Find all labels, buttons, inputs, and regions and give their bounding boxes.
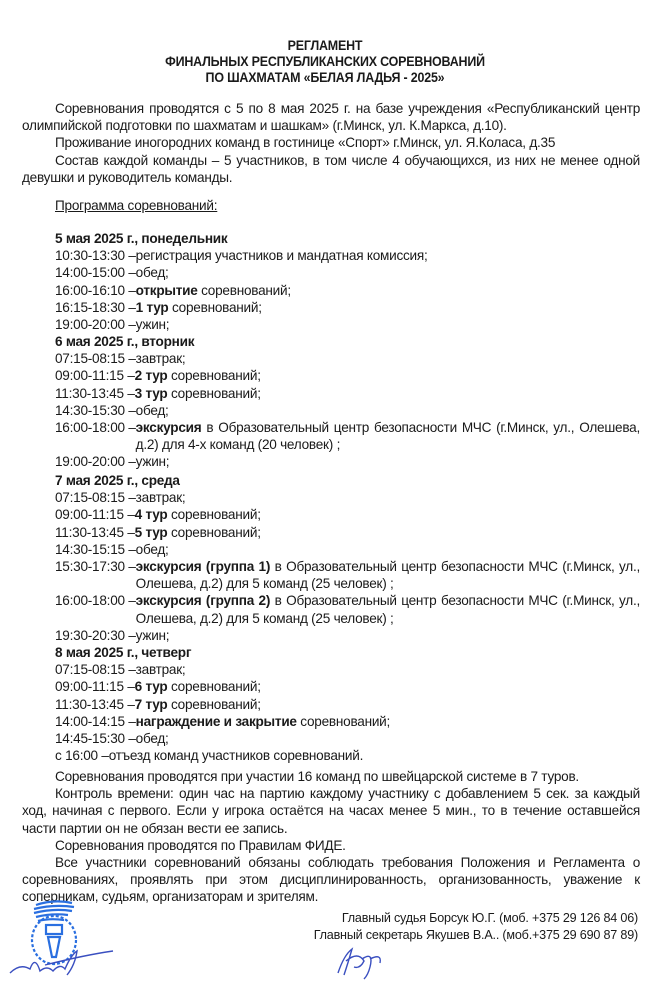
schedule-description bbox=[109, 747, 640, 764]
schedule-description bbox=[136, 489, 640, 506]
schedule-highlight: 5 тур bbox=[134, 524, 168, 540]
schedule-text: ужин; bbox=[135, 454, 170, 470]
schedule-item bbox=[55, 592, 640, 626]
schedule-description bbox=[136, 402, 640, 419]
schedule-item bbox=[55, 316, 640, 333]
schedule-description bbox=[135, 524, 640, 541]
schedule-time: 07:15-08:15 – bbox=[55, 662, 136, 678]
schedule-item bbox=[55, 696, 640, 713]
schedule-description bbox=[136, 247, 640, 264]
rules-paragraph-3: Соревнования проводятся по Правилам ФИДЕ. bbox=[55, 837, 346, 853]
schedule-time: 07:15-08:15 – bbox=[55, 490, 136, 506]
schedule-text: завтрак; bbox=[135, 662, 186, 678]
schedule-text: соревнований; bbox=[197, 282, 291, 298]
schedule-time: 14:00-14:15 – bbox=[55, 713, 136, 729]
schedule-item bbox=[55, 730, 640, 747]
schedule-text: соревнований; bbox=[167, 385, 261, 401]
schedule-text: обед; bbox=[135, 265, 169, 281]
schedule-time: 14:45-15:30 – bbox=[55, 731, 136, 747]
schedule-text: соревнований; bbox=[296, 713, 391, 729]
schedule-description bbox=[136, 282, 640, 299]
schedule-time: 14:30-15:15 – bbox=[55, 541, 136, 557]
signature-1-icon bbox=[5, 945, 115, 985]
schedule-text: регистрация участников и мандатная комиссия; bbox=[135, 248, 428, 264]
schedule-description bbox=[136, 419, 640, 453]
schedule-item bbox=[55, 678, 640, 695]
schedule-time: с 16:00 – bbox=[55, 748, 109, 764]
day-schedule-2 bbox=[55, 333, 640, 471]
schedule-highlight: экскурсия bbox=[135, 420, 202, 436]
schedule-description bbox=[136, 299, 640, 316]
schedule-time: 09:00-11:15 – bbox=[55, 368, 135, 384]
schedule-highlight: 1 тур bbox=[135, 299, 169, 315]
schedule-time: 11:30-13:45 – bbox=[55, 524, 135, 540]
title-line-2: ФИНАЛЬНЫХ РЕСПУБЛИКАНСКИХ СОРЕВНОВАНИЙ bbox=[165, 54, 485, 69]
schedule-text: завтрак; bbox=[135, 351, 186, 367]
schedule-item bbox=[55, 489, 640, 506]
schedule-text: завтрак; bbox=[135, 490, 186, 506]
chief-judge: Главный судья Борсук Ю.Г. (моб. +375 29 126 84 06) bbox=[341, 911, 638, 925]
schedule-item bbox=[55, 713, 640, 730]
schedule-time: 14:30-15:30 – bbox=[55, 402, 136, 418]
schedule-description bbox=[136, 316, 640, 333]
program-heading: Программа соревнований: bbox=[55, 198, 218, 213]
schedule-time: 16:15-18:30 – bbox=[55, 299, 136, 315]
schedule-text: в Образовательный центр безопасности МЧС (г.Минск, ул., Олешева, д.2) для 5 команд (25 человек) ; bbox=[135, 559, 640, 592]
schedule-text: соревнований; bbox=[167, 507, 261, 523]
schedule-time: 14:00-15:00 – bbox=[55, 265, 136, 281]
schedule-item bbox=[55, 506, 640, 523]
schedule-text: соревнований; bbox=[168, 299, 262, 315]
day-date: 6 мая 2025 г., вторник bbox=[55, 334, 195, 349]
schedule-highlight: 6 тур bbox=[134, 679, 168, 695]
rules-paragraph-4: Все участники соревнований обязаны соблюдать требования Положения и Регламента о соревнованиях, проявлять при этом дисциплинированность, организованность, уважение к соперникам, судьям, организаторам и зрителям. bbox=[22, 855, 640, 905]
schedule-item bbox=[55, 402, 640, 419]
signature-2-icon bbox=[330, 945, 390, 985]
schedule-description bbox=[135, 506, 640, 523]
schedule-description bbox=[136, 713, 640, 730]
schedule-highlight: 2 тур bbox=[134, 368, 168, 384]
schedule-time: 09:00-11:15 – bbox=[55, 507, 135, 523]
schedule-description bbox=[136, 730, 640, 747]
schedule-item bbox=[55, 299, 640, 316]
schedule-time: 16:00-18:00 – bbox=[55, 593, 136, 609]
schedule-item bbox=[55, 385, 640, 402]
schedule-time: 19:00-20:00 – bbox=[55, 317, 136, 333]
schedule-highlight: экскурсия (группа 2) bbox=[135, 593, 271, 609]
day-schedule-3 bbox=[55, 472, 640, 644]
schedule-description bbox=[135, 385, 640, 402]
day-date: 8 мая 2025 г., четверг bbox=[55, 645, 192, 660]
schedule-time: 09:00-11:15 – bbox=[55, 679, 135, 695]
schedule-description bbox=[135, 696, 640, 713]
schedule-description bbox=[135, 367, 640, 384]
schedule-item bbox=[55, 247, 640, 264]
schedule-item bbox=[55, 558, 640, 592]
schedule-item bbox=[55, 282, 640, 299]
schedule-text: ужин; bbox=[135, 317, 170, 333]
schedule-description bbox=[136, 453, 640, 470]
schedule-highlight: 3 тур bbox=[134, 385, 168, 401]
schedule-item bbox=[55, 264, 640, 281]
schedule-highlight: экскурсия (группа 1) bbox=[135, 559, 271, 575]
schedule-time: 07:15-08:15 – bbox=[55, 351, 136, 367]
document-title bbox=[23, 38, 628, 86]
schedule-highlight: награждение и закрытие bbox=[135, 713, 297, 729]
schedule-time: 11:30-13:45 – bbox=[55, 385, 135, 401]
schedule-text: обед; bbox=[135, 541, 169, 557]
schedule-text: соревнований; bbox=[167, 368, 261, 384]
schedule-item bbox=[55, 524, 640, 541]
chief-secretary: Главный секретарь Якушев В.А.. (моб.+375 29 690 87 89) bbox=[313, 928, 638, 942]
schedule-time: 16:00-16:10 – bbox=[55, 282, 136, 298]
schedule-item bbox=[55, 661, 640, 678]
schedule-description bbox=[136, 592, 640, 626]
title-line-1: РЕГЛАМЕНТ bbox=[287, 38, 363, 53]
schedule-time: 15:30-17:30 – bbox=[55, 559, 136, 575]
rules-paragraph-2: Контроль времени: один час на партию каждому участнику с добавлением 5 сек. за каждый ход, начиная с первого. Если у игрока остаётся на часах менее 5 мин., то в течение оставшейся части партии он не обязан вести ее запись. bbox=[22, 786, 640, 836]
schedule-item bbox=[55, 350, 640, 367]
schedule-text: ужин; bbox=[135, 627, 170, 643]
rules-paragraph-1: Соревнования проводятся при участии 16 команд по швейцарской системе в 7 туров. bbox=[55, 769, 579, 784]
schedule-item bbox=[55, 453, 640, 470]
rules-section bbox=[22, 768, 640, 906]
schedule-time: 19:00-20:00 – bbox=[55, 454, 136, 470]
day-schedule-4 bbox=[55, 644, 640, 764]
schedule-description bbox=[136, 558, 640, 592]
schedule-text: соревнований; bbox=[167, 679, 261, 695]
schedule-description bbox=[135, 678, 640, 695]
day-schedule-1 bbox=[55, 230, 640, 333]
intro-paragraph-1: Соревнования проводятся с 5 по 8 мая 2025 г. на базе учреждения «Республиканский центр олимпийской подготовки по шахматам и шашкам» (г.Минск, ул. К.Маркса, д.10). bbox=[22, 101, 640, 134]
schedule-description bbox=[136, 264, 640, 281]
schedule-highlight: открытие bbox=[135, 282, 198, 298]
schedule-item bbox=[55, 747, 640, 764]
schedule-description bbox=[136, 350, 640, 367]
schedule-time: 16:00-18:00 – bbox=[55, 420, 136, 436]
signatures-block bbox=[314, 910, 638, 944]
intro-paragraph-2: Проживание иногородних команд в гостинице «Спорт» г.Минск, ул. Я.Коласа, д.35 bbox=[55, 135, 556, 151]
schedule-text: отъезд команд участников соревнований. bbox=[108, 748, 364, 764]
schedule-description bbox=[136, 541, 640, 558]
schedule-item bbox=[55, 627, 640, 644]
schedule-time: 11:30-13:45 – bbox=[55, 696, 135, 712]
schedule-highlight: 4 тур bbox=[134, 507, 168, 523]
intro-section bbox=[22, 100, 640, 186]
schedule-text: обед; bbox=[135, 402, 169, 418]
schedule-text: обед; bbox=[135, 731, 169, 747]
schedule-item bbox=[55, 541, 640, 558]
schedule-description bbox=[136, 627, 640, 644]
schedule-text: в Образовательный центр безопасности МЧС (г.Минск, ул., Олешева, д.2) для 5 команд (25 человек) ; bbox=[135, 593, 640, 626]
schedule-highlight: 7 тур bbox=[134, 696, 168, 712]
schedule-item bbox=[55, 419, 640, 453]
schedule-text: соревнований; bbox=[167, 524, 261, 540]
day-date: 5 мая 2025 г., понедельник bbox=[55, 231, 228, 246]
schedule-time: 19:30-20:30 – bbox=[55, 627, 136, 643]
intro-paragraph-3: Состав каждой команды – 5 участников, в том числе 4 обучающихся, из них не менее одной девушки и руководитель команды. bbox=[22, 152, 640, 185]
title-line-3: ПО ШАХМАТАМ «БЕЛАЯ ЛАДЬЯ - 2025» bbox=[205, 70, 445, 85]
schedule-text: соревнований; bbox=[167, 696, 261, 712]
schedule-description bbox=[136, 661, 640, 678]
schedule-item bbox=[55, 367, 640, 384]
day-date: 7 мая 2025 г., среда bbox=[55, 473, 180, 488]
schedule-time: 10:30-13:30 – bbox=[55, 248, 136, 264]
schedule-text: в Образовательный центр безопасности МЧС (г.Минск, ул., Олешева, д.2) для 4-х команд (20 человек) ; bbox=[135, 420, 640, 453]
